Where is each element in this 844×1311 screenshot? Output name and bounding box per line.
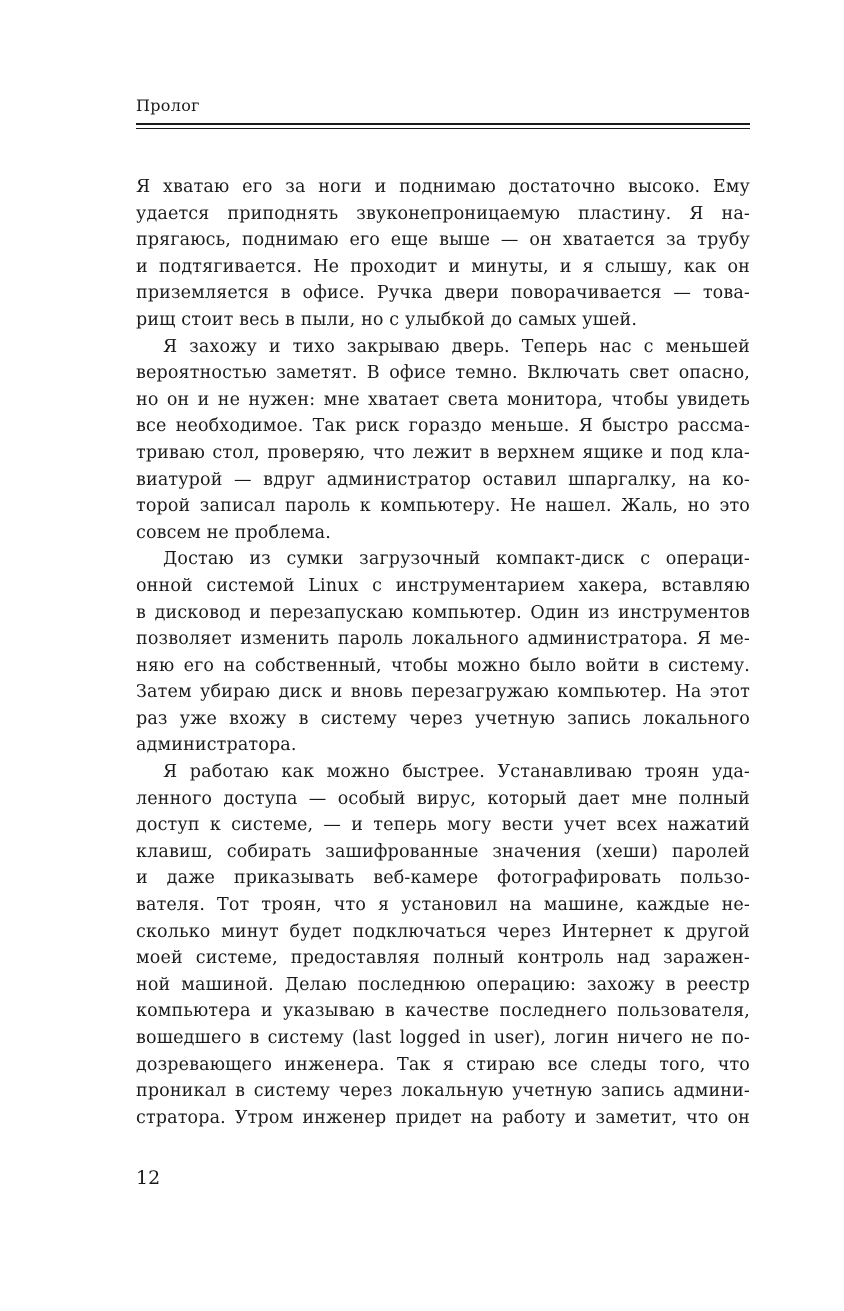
paragraph [136, 174, 750, 334]
text-line: сколько минут будет подключаться через Интернет к другой [136, 921, 750, 942]
text-line: администратора. [136, 735, 297, 756]
text-line: ленного доступа — особый вирус, который дает мне полный [136, 788, 750, 809]
text-line: клавиш, собирать зашифрованные значения (хеши) паролей [136, 841, 750, 862]
text-line: виатурой — вдруг администратор оставил шпаргалку, на ко- [136, 469, 750, 490]
text-line: доступ к системе, — и теперь могу вести учет всех нажатий [136, 815, 750, 836]
text-line: и даже приказывать веб-камере фотографировать пользо- [136, 868, 750, 889]
text-line: позволяет изменить пароль локального администратора. Я ме- [136, 629, 750, 650]
header-rule-thin [136, 128, 750, 129]
text-line: приземляется в офисе. Ручка двери поворачивается — това- [136, 283, 750, 304]
text-line: Я хватаю его за ноги и поднимаю достаточно высоко. Ему [136, 177, 750, 197]
paragraph [136, 546, 750, 759]
text-line: Затем убираю диск и вновь перезагружаю компьютер. На этот [136, 682, 750, 703]
text-line: раз уже вхожу в систему через учетную запись локального [136, 708, 750, 729]
text-line: компьютера и указываю в качестве последнего пользователя, [136, 1001, 750, 1022]
text-line: стратора. Утром инженер придет на работу и заметит, что он [136, 1107, 750, 1128]
text-line: прягаюсь, поднимаю его еще выше — он хватается за трубу [136, 230, 750, 251]
running-title: Пролог [136, 96, 200, 115]
text-line: но он и не нужен: мне хватает света монитора, чтобы увидеть [136, 389, 750, 410]
paragraph [136, 759, 750, 1131]
text-line: няю его на собственный, чтобы можно было войти в систему. [136, 655, 750, 676]
text-line: торой записал пароль к компьютеру. Не нашел. Жаль, но это [136, 496, 750, 517]
text-line: онной системой Linux с инструментарием хакера, вставляю [136, 575, 750, 596]
text-line: проникал в систему через локальную учетную запись админи- [136, 1081, 750, 1102]
text-line: и подтягивается. Не проходит и минуты, и я слышу, как он [136, 256, 750, 277]
body-text [136, 174, 750, 1131]
text-line: дозревающего инженера. Так я стираю все следы того, что [136, 1054, 750, 1075]
page-number: 12 [136, 1167, 161, 1189]
text-line: удается приподнять звуконепроницаемую пластину. Я на- [136, 203, 750, 224]
text-line: в дисковод и перезапускаю компьютер. Один из инструментов [136, 602, 750, 623]
text-line: вателя. Тот троян, что я установил на машине, каждые не- [136, 895, 750, 916]
text-line: ной машиной. Делаю последнюю операцию: захожу в реестр [136, 974, 750, 995]
text-line: все необходимое. Так риск гораздо меньше. Я быстро рассма- [136, 416, 750, 437]
paragraph [136, 334, 750, 547]
text-line: вероятностью заметят. В офисе темно. Включать свет опасно, [136, 363, 750, 384]
text-line: моей системе, предоставляя полный контроль над заражен- [136, 948, 750, 969]
text-line: Достаю из сумки загрузочный компакт-диск с операци- [163, 549, 750, 570]
text-line: триваю стол, проверяю, что лежит в верхнем ящике и под кла- [136, 442, 750, 463]
text-line: вошедшего в систему (last logged in user), логин ничего не по- [136, 1028, 750, 1048]
text-line: Я работаю как можно быстрее. Устанавливаю троян уда- [163, 762, 750, 783]
header-rule-thick [136, 123, 750, 125]
text-line: Я захожу и тихо закрываю дверь. Теперь нас с меньшей [163, 336, 750, 357]
text-line: совсем не проблема. [136, 522, 331, 543]
text-line: рищ стоит весь в пыли, но с улыбкой до самых ушей. [136, 309, 638, 330]
